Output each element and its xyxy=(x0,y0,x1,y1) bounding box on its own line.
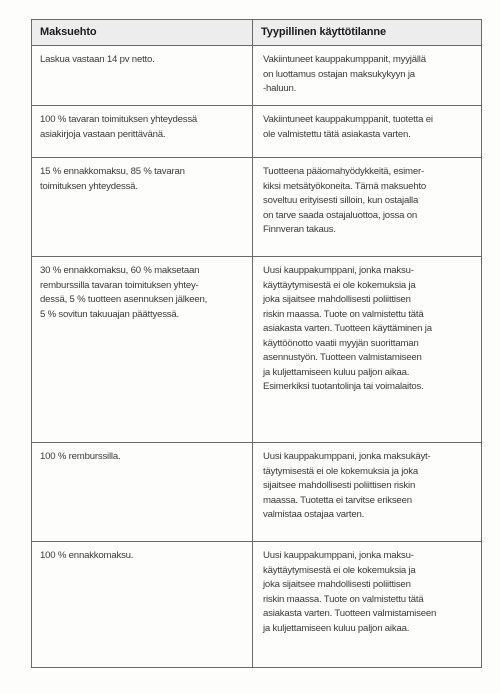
term-cell xyxy=(32,106,253,158)
table-row xyxy=(32,106,482,158)
table-header-row xyxy=(32,20,482,46)
term-text: 100 % tavaran toimituksen yhteydessä asiakirjoja vastaan perittävänä. xyxy=(40,114,198,140)
usage-cell xyxy=(253,257,482,443)
table-row xyxy=(32,46,482,106)
term-cell xyxy=(32,46,253,106)
table-row xyxy=(32,443,482,542)
usage-text: Vakiintuneet kauppakumppanit, tuotetta ei ole valmistettu tätä asiakasta varten. xyxy=(263,114,433,140)
term-text: 100 % remburssilla. xyxy=(40,451,121,462)
column-header-usage: Tyypillinen käyttötilanne xyxy=(253,20,482,46)
usage-text: Uusi kauppakumppani, jonka maksu- käyttäytymisestä ei ole kokemuksia ja joka sijaitsee mahdollisesti poliittisen riskin maassa. Tuote on valmistettu tätä asiakasta varten. Tuotteen käyttäminen ja käyttöönotto vaatii myyjän suorittaman asennustyön. Tuotteen valmistamiseen ja kuljettamiseen kuluu paljon aikaa. Esimerkiksi tuotantolinja tai voimalaitos. xyxy=(263,265,432,392)
usage-text: Uusi kauppakumppani, jonka maksu- käyttäytymisestä ei ole kokemuksia ja joka sijaitsee mahdollisesti poliittisen riskin maassa. Tuote on valmistettu tätä asiakasta varten. Tuotteen valmistamiseen ja kuljettamiseen kuluu paljon aikaa. xyxy=(263,550,437,634)
usage-cell xyxy=(253,158,482,257)
usage-cell xyxy=(253,46,482,106)
usage-text: Uusi kauppakumppani, jonka maksukäyt- täytymisestä ei ole kokemuksia ja joka sijaitsee mahdollisesti poliittisen riskin maassa. Tuotetta ei tarvitse erikseen valmistaa ostajaa varten. xyxy=(263,451,431,520)
term-cell xyxy=(32,158,253,257)
term-cell xyxy=(32,257,253,443)
term-text: Laskua vastaan 14 pv netto. xyxy=(40,54,155,65)
usage-cell xyxy=(253,443,482,542)
usage-text: Vakiintuneet kauppakumppanit, myyjällä on luottamus ostajan maksukykyyn ja -haluun. xyxy=(263,54,426,94)
usage-text: Tuotteena pääomahyödykkeitä, esimer- kiksi metsätyökoneita. Tämä maksuehto soveltuu erityisesti silloin, kun ostajalla on tarve saada ostajaluottoa, jossa on Finnveran takaus. xyxy=(263,166,427,235)
term-cell xyxy=(32,443,253,542)
payment-terms-table xyxy=(31,19,482,668)
column-header-term: Maksuehto xyxy=(32,20,253,46)
usage-cell xyxy=(253,106,482,158)
table-row xyxy=(32,257,482,443)
table-row xyxy=(32,542,482,668)
term-cell xyxy=(32,542,253,668)
term-text: 15 % ennakkomaksu, 85 % tavaran toimituksen yhteydessä. xyxy=(40,166,185,192)
term-text: 30 % ennakkomaksu, 60 % maksetaan remburssilla tavaran toimituksen yhtey- dessä, 5 % tuotteen asennuksen jälkeen, 5 % sovitun takuuajan päättyessä. xyxy=(40,265,208,320)
usage-cell xyxy=(253,542,482,668)
table-row xyxy=(32,158,482,257)
term-text: 100 % ennakkomaksu. xyxy=(40,550,134,561)
